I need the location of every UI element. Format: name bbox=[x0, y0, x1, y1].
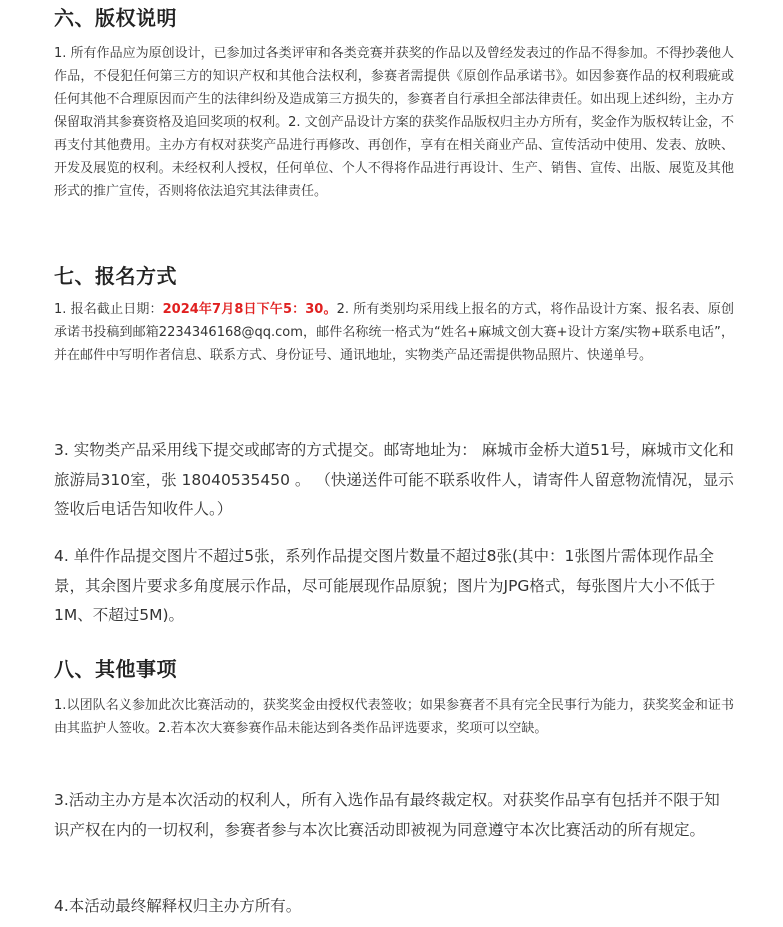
section-6-heading: 六、版权说明 bbox=[54, 6, 177, 30]
section-8-paragraph-1: 1.以团队名义参加此次比赛活动的，获奖奖金由授权代表签收；如果参赛者不具有完全民事行为能力，获奖奖金和证书由其监护人签收。2.若本次大赛参赛作品未能达到各类作品评选要求，奖项可以空缺。 bbox=[54, 698, 734, 736]
section-7-paragraph-3: 3. 实物类产品采用线下提交或邮寄的方式提交。邮寄地址为： 麻城市金桥大道51号，麻城市文化和旅游局310室，张 18040535450 。 （快递送件可能不联系收件人，请寄件人留意物流情况，显示签收后电话告知收件人。） bbox=[54, 441, 734, 518]
section-7-heading: 七、报名方式 bbox=[54, 264, 177, 288]
deadline-highlight: 2024年7月8日下午5：30。 bbox=[162, 302, 337, 317]
section-8-paragraph-3: 3.活动主办方是本次活动的权利人，所有入选作品有最终裁定权。对获奖作品享有包括并不限于知识产权在内的一切权利，参赛者参与本次比赛活动即被视为同意遵守本次比赛活动的所有规定。 bbox=[54, 791, 720, 839]
section-6-paragraph: 1. 所有作品应为原创设计，已参加过各类评审和各类竞赛并获奖的作品以及曾经发表过的作品不得参加。不得抄袭他人作品，不侵犯任何第三方的知识产权和其他合法权利，参赛者需提供《原创作品承诺书》。如因参赛作品的权利瑕疵或任何其他不合理原因而产生的法律纠纷及造成第三方损失的，参赛者自行承担全部法律责任。如出现上述纠纷，主办方保留取消其参赛资格及追回奖项的权利。2. 文创产品设计方案的获奖作品版权归主办方所有，奖金作为版权转让金，不再支付其他费用。主办方有权对获奖产品进行再修改、再创作，享有在相关商业产品、宣传活动中使用、发表、放映、开发及展览的权利。未经权利人授权，任何单位、个人不得将作品进行再设计、生产、销售、宣传、出版、展览及其他形式的推广宣传，否则将依法追究其法律责任。 bbox=[54, 46, 734, 199]
section-7-paragraph-1 bbox=[54, 298, 734, 367]
deadline-prefix: 1. 报名截止日期： bbox=[54, 302, 163, 317]
section-8-paragraph-4: 4.本活动最终解释权归主办方所有。 bbox=[54, 897, 302, 915]
section-8-heading: 八、其他事项 bbox=[54, 657, 177, 681]
submission-instructions: 2. 所有类别均采用线上报名的方式，将作品设计方案、报名表、原创承诺书投稿到邮箱2234346168@qq.com，邮件名称统一格式为“姓名+麻城文创大赛+设计方案/实物+联系电话”，并在邮件中写明作者信息、联系方式、身份证号、通讯地址，实物类产品还需提供物品照片、快递单号。 bbox=[54, 302, 734, 363]
section-7-paragraph-4: 4. 单件作品提交图片不超过5张，系列作品提交图片数量不超过8张(其中：1张图片需体现作品全景，其余图片要求多角度展示作品，尽可能展现作品原貌；图片为JPG格式，每张图片大小不低于1M、不超过5M)。 bbox=[54, 547, 716, 624]
